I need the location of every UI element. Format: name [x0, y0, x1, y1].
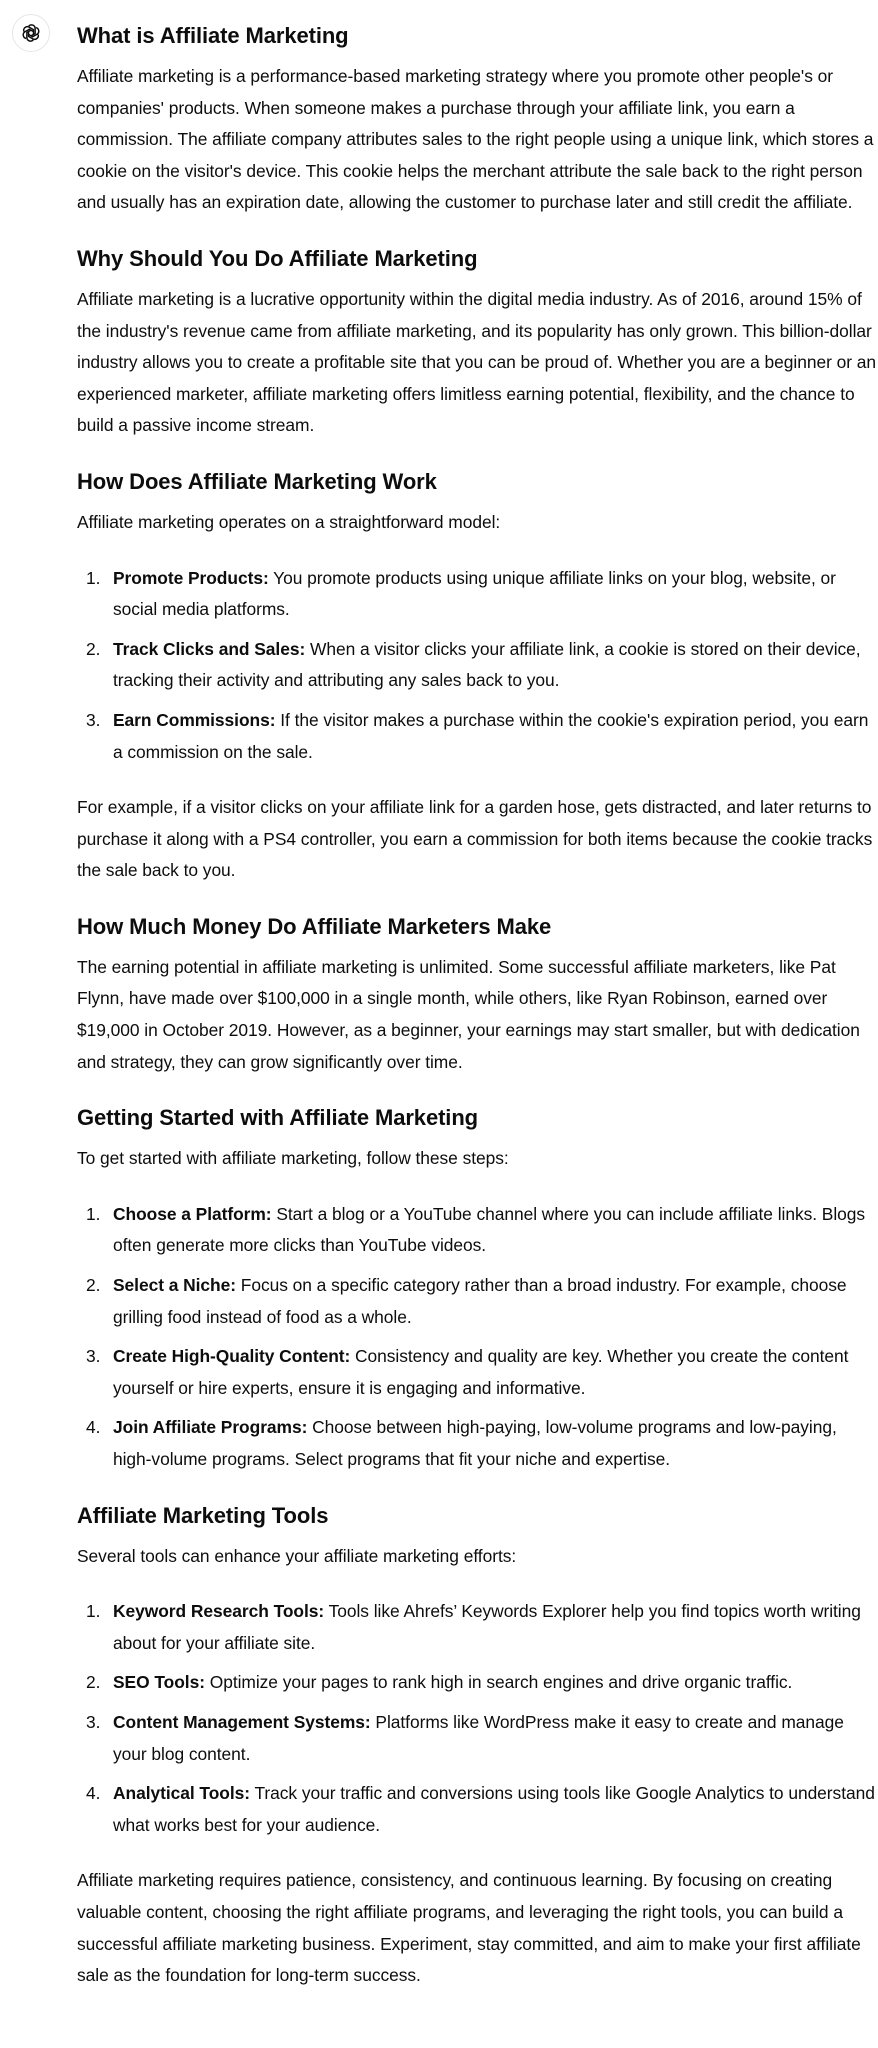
list-item: [77, 1270, 877, 1333]
conclusion-paragraph: Affiliate marketing requires patience, consistency, and continuous learning. By focusing on creating valuable content, choosing the right affiliate programs, and leveraging the right tools, you can build a successful affiliate marketing business. Experiment, stay committed, and aim to make your first affiliate sale as the foundation for long-term success.: [77, 1870, 861, 1986]
list-item: [77, 1778, 877, 1841]
list-item-text: Focus on a specific category rather than a broad industry. For example, choose grilling food instead of food as a whole.: [113, 1275, 847, 1327]
list-item-term: Track Clicks and Sales:: [113, 638, 306, 659]
list-item-term: Content Management Systems:: [113, 1711, 371, 1732]
section-heading: Why Should You Do Affiliate Marketing: [77, 245, 478, 271]
list-item: [77, 705, 877, 768]
paragraph: For example, if a visitor clicks on your affiliate link for a garden hose, gets distracted, and later returns to purchase it along with a PS4 controller, you earn a commission for both items because the cookie tracks the sale back to you.: [77, 797, 873, 881]
list-number: 3.: [86, 1711, 101, 1732]
paragraph: Affiliate marketing is a performance-based marketing strategy where you promote other people's or companies' products. When someone makes a purchase through your affiliate link, you earn a commission. The affiliate company attributes sales to the right people using a unique link, which stores a cookie on the visitor's device. This cookie helps the merchant attribute the sale back to the right person and usually has an expiration date, allowing the customer to purchase later and still credit the affiliate.: [77, 66, 874, 213]
list-item-term: Promote Products:: [113, 567, 269, 588]
list-item: [77, 1412, 877, 1475]
list-item-term: Keyword Research Tools:: [113, 1601, 325, 1622]
section-what-is: [77, 20, 877, 219]
list-item-text: Start a blog or a YouTube channel where you can include affiliate links. Blogs often generate more clicks than YouTube videos.: [113, 1203, 866, 1256]
list-number: 3.: [86, 1346, 101, 1367]
list-item-text: You promote products using unique affiliate links on your blog, website, or social media platforms.: [113, 567, 836, 620]
list-item-text: Consistency and quality are key. Whether you create the content yourself or hire experts, ensure it is engaging and informative.: [113, 1346, 849, 1398]
list-item-text: Choose between high-paying, low-volume programs and low-paying, high-volume programs. Select programs that fit your niche and expertise.: [113, 1417, 837, 1469]
numbered-list: [77, 563, 877, 769]
list-number: 4.: [86, 1783, 101, 1804]
openai-logo-icon: [20, 22, 42, 44]
section-heading: How Much Money Do Affiliate Marketers Make: [77, 913, 552, 939]
paragraph: Affiliate marketing is a lucrative opportunity within the digital media industry. As of 2016, around 15% of the industry's revenue came from affiliate marketing, and its popularity has only grown. This billion-dollar industry allows you to create a profitable site that you can be proud of. Whether you are a beginner or an experienced marketer, affiliate marketing offers limitless earning potential, flexibility, and the chance to build a passive income stream.: [77, 288, 877, 436]
list-item: [77, 1707, 877, 1770]
list-number: 1.: [86, 567, 101, 588]
list-intro: Affiliate marketing operates on a straightforward model:: [77, 511, 501, 532]
list-item-text: Platforms like WordPress make it easy to create and manage your blog content.: [113, 1711, 844, 1764]
list-item-term: Analytical Tools:: [113, 1783, 251, 1804]
list-item: [77, 1596, 877, 1659]
section-tools: [77, 1500, 877, 1992]
numbered-list: [77, 1199, 877, 1476]
list-number: 3.: [86, 709, 101, 730]
list-item-term: Create High-Quality Content:: [113, 1346, 351, 1367]
list-item-text: When a visitor clicks your affiliate link, a cookie is stored on their device, tracking their activity and attributing any sales back to you.: [113, 638, 861, 691]
assistant-message: [77, 20, 877, 2016]
list-item: [77, 634, 877, 697]
section-heading: What is Affiliate Marketing: [77, 23, 349, 48]
list-intro: To get started with affiliate marketing, follow these steps:: [77, 1148, 509, 1169]
list-item-text: Optimize your pages to rank high in search engines and drive organic traffic.: [204, 1672, 793, 1693]
paragraph: The earning potential in affiliate marketing is unlimited. Some successful affiliate marketers, like Pat Flynn, have made over $100,000 in a single month, while others, like Ryan Robinson, earned over $19,000 in October 2019. However, as a beginner, your earnings may start smaller, but with dedication and strategy, they can grow significantly over time.: [77, 956, 860, 1072]
list-number: 1.: [86, 1601, 101, 1622]
list-item: [77, 1341, 877, 1404]
section-getting-started: [77, 1102, 877, 1475]
list-item-text: If the visitor makes a purchase within the cookie's expiration period, you earn a commission on the sale.: [113, 709, 869, 762]
section-heading: How Does Affiliate Marketing Work: [77, 468, 437, 494]
list-item-term: Earn Commissions:: [113, 709, 276, 730]
list-item: [77, 1667, 877, 1699]
list-number: 2.: [86, 1672, 101, 1693]
list-item-term: Join Affiliate Programs:: [113, 1417, 308, 1438]
section-heading: Getting Started with Affiliate Marketing: [77, 1105, 478, 1131]
list-number: 1.: [86, 1203, 101, 1224]
list-number: 2.: [86, 1275, 101, 1296]
list-item: [77, 1199, 877, 1262]
list-number: 2.: [86, 638, 101, 659]
numbered-list: [77, 1596, 877, 1841]
list-item-text: Tools like Ahrefs’ Keywords Explorer help you find topics worth writing about for your affiliate site.: [113, 1601, 861, 1653]
list-item-term: SEO Tools:: [113, 1672, 205, 1693]
list-item-text: Track your traffic and conversions using tools like Google Analytics to understand what works best for your audience.: [113, 1783, 875, 1835]
list-item-term: Select a Niche:: [113, 1275, 236, 1296]
list-item: [77, 563, 877, 626]
assistant-avatar: [12, 14, 50, 52]
list-number: 4.: [86, 1417, 101, 1438]
section-how-much: [77, 911, 877, 1078]
section-heading: Affiliate Marketing Tools: [77, 1502, 329, 1528]
list-item-term: Choose a Platform:: [113, 1203, 272, 1224]
section-how-it-works: [77, 466, 877, 887]
section-why: [77, 243, 877, 442]
list-intro: Several tools can enhance your affiliate marketing efforts:: [77, 1545, 517, 1566]
